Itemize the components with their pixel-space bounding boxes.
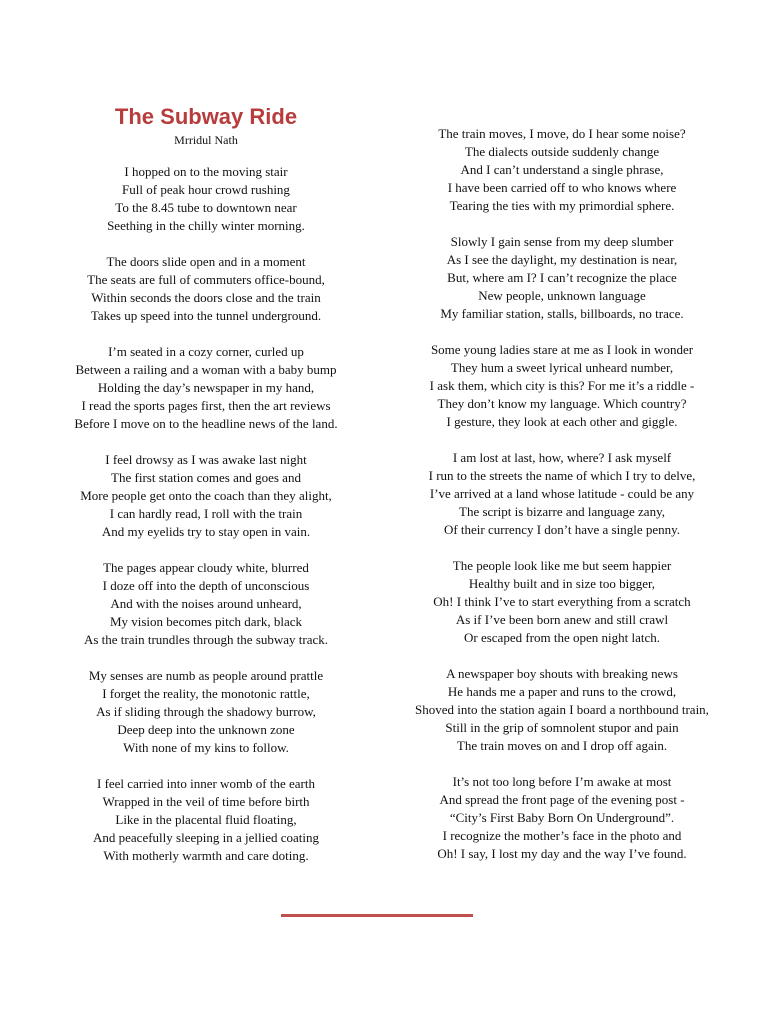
poem-author: Mrridul Nath <box>174 133 238 147</box>
poem-line: Of their currency I don’t have a single penny. <box>443 522 681 537</box>
footer-divider <box>281 914 473 917</box>
poem-line: Oh! I think I’ve to start everything from a scratch <box>433 594 691 609</box>
poem-line: Slowly I gain sense from my deep slumber <box>450 234 674 249</box>
poem-line: The seats are full of commuters office-bound, <box>87 272 325 287</box>
poem-line: Some young ladies stare at me as I look in wonder <box>430 342 694 357</box>
poem-line: But, where am I? I can’t recognize the place <box>447 270 677 285</box>
poem-line: I doze off into the depth of unconscious <box>102 578 310 593</box>
poem-line: Healthy built and in size too bigger, <box>468 576 656 591</box>
poem-line: With motherly warmth and care doting. <box>103 848 309 863</box>
poem-line: I ask them, which city is this? For me it’s a riddle - <box>429 378 695 393</box>
poem-line: And my eyelids try to stay open in vain. <box>101 524 311 539</box>
poem-line: More people get onto the coach than they alight, <box>80 488 332 503</box>
stanza <box>36 343 376 433</box>
stanza <box>36 253 376 325</box>
stanza <box>392 773 732 863</box>
stanza <box>36 775 376 865</box>
poem-line: Takes up speed into the tunnel underground. <box>90 308 322 323</box>
poem-line: My senses are numb as people around prattle <box>88 668 324 683</box>
stanza <box>36 451 376 541</box>
poem-line: With none of my kins to follow. <box>123 740 289 755</box>
poem-line: Seething in the chilly winter morning. <box>107 218 305 233</box>
poem-line: And I can’t understand a single phrase, <box>460 162 664 177</box>
poem-line: A newspaper boy shouts with breaking news <box>446 666 678 681</box>
stanza <box>392 341 732 431</box>
poem-line: Holding the day’s newspaper in my hand, <box>97 380 315 395</box>
poem-line: The train moves, I move, do I hear some noise? <box>438 126 686 141</box>
poem-line: Full of peak hour crowd rushing <box>122 182 290 197</box>
poem-line: My familiar station, stalls, billboards, no trace. <box>440 306 684 321</box>
stanza <box>392 233 732 323</box>
poem-line: As I see the daylight, my destination is near, <box>446 252 678 267</box>
poem-line: To the 8.45 tube to downtown near <box>115 200 297 215</box>
left-column <box>36 163 376 883</box>
poem-line: I’ve arrived at a land whose latitude - could be any <box>429 486 695 501</box>
poem-line: I forget the reality, the monotonic rattle, <box>102 686 310 701</box>
poem-line: I run to the streets the name of which I try to delve, <box>428 468 696 483</box>
poem-line: The pages appear cloudy white, blurred <box>103 560 309 575</box>
stanza <box>36 667 376 757</box>
poem-line: I gesture, they look at each other and giggle. <box>446 414 678 429</box>
poem-line: I can hardly read, I roll with the train <box>109 506 303 521</box>
poem-line: I feel carried into inner womb of the earth <box>96 776 316 791</box>
poem-line: The script is bizarre and language zany, <box>459 504 665 519</box>
poem-line: They hum a sweet lyrical unheard number, <box>450 360 674 375</box>
poem-line: I recognize the mother’s face in the photo and <box>442 828 682 843</box>
poem-line: The doors slide open and in a moment <box>106 254 306 269</box>
poem-line: Like in the placental fluid floating, <box>115 812 297 827</box>
poem-title: The Subway Ride <box>114 104 298 129</box>
poem-line: As if sliding through the shadowy burrow, <box>96 704 316 719</box>
stanza <box>392 125 732 215</box>
poem-line: “City’s First Baby Born On Underground”. <box>449 810 675 825</box>
poem-line: Deep deep into the unknown zone <box>117 722 295 737</box>
poem-line: Before I move on to the headline news of the land. <box>74 416 338 431</box>
poem-line: I hopped on to the moving stair <box>124 164 288 179</box>
poem-line: I read the sports pages first, then the art reviews <box>81 398 331 413</box>
poem-line: It’s not too long before I’m awake at most <box>452 774 672 789</box>
stanza <box>392 665 732 755</box>
poem-line: Tearing the ties with my primordial sphere. <box>449 198 675 213</box>
poem-line: New people, unknown language <box>478 288 646 303</box>
poem-line: Oh! I say, I lost my day and the way I’ve found. <box>437 846 687 861</box>
poem-line: Within seconds the doors close and the train <box>91 290 321 305</box>
poem-line: The train moves on and I drop off again. <box>456 738 668 753</box>
poem-line: The dialects outside suddenly change <box>464 144 660 159</box>
poem-line: As the train trundles through the subway track. <box>83 632 329 647</box>
poem-line: I have been carried off to who knows where <box>447 180 677 195</box>
stanza <box>36 559 376 649</box>
poem-line: The first station comes and goes and <box>111 470 301 485</box>
poem-line: Shoved into the station again I board a northbound train, <box>415 702 709 717</box>
poem-line: And with the noises around unheard, <box>110 596 302 611</box>
stanza <box>392 449 732 539</box>
poem-line: I’m seated in a cozy corner, curled up <box>108 344 304 359</box>
poem-line: And peacefully sleeping in a jellied coating <box>93 830 319 845</box>
poem-line: As if I’ve been born anew and still crawl <box>455 612 669 627</box>
poem-line: I am lost at last, how, where? I ask myself <box>452 450 672 465</box>
right-column <box>392 125 732 881</box>
poem-line: Between a railing and a woman with a baby bump <box>75 362 337 377</box>
poem-line: I feel drowsy as I was awake last night <box>105 452 307 467</box>
poem-line: Or escaped from the open night latch. <box>463 630 660 645</box>
poem-line: Wrapped in the veil of time before birth <box>102 794 310 809</box>
stanza <box>392 557 732 647</box>
poem-line: And spread the front page of the evening post - <box>439 792 685 807</box>
poem-line: My vision becomes pitch dark, black <box>109 614 303 629</box>
poem-line: Still in the grip of somnolent stupor and pain <box>445 720 679 735</box>
poem-line: They don’t know my language. Which country? <box>437 396 687 411</box>
poem-line: He hands me a paper and runs to the crowd, <box>447 684 677 699</box>
poem-line: The people look like me but seem happier <box>452 558 672 573</box>
stanza <box>36 163 376 235</box>
